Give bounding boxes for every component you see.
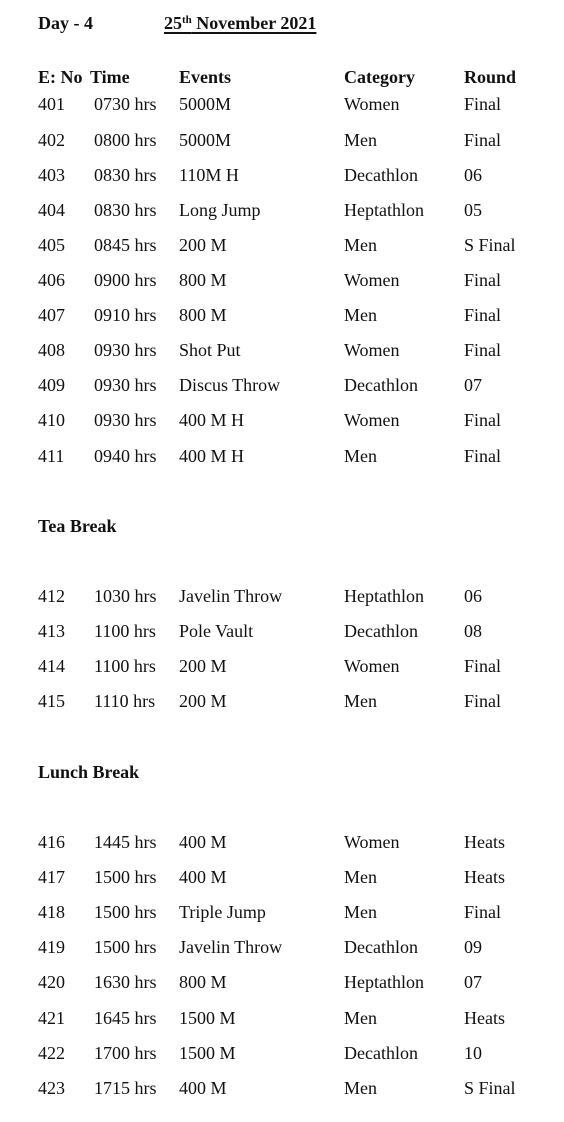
event-category: Men [344, 235, 377, 255]
event-number: 403 [38, 165, 65, 185]
event-number: 420 [38, 972, 65, 992]
date-rest: November 2021 [191, 13, 317, 33]
table-row [0, 1078, 564, 1104]
table-row [0, 1043, 564, 1069]
event-time: 0930 hrs [94, 340, 157, 360]
event-category: Men [344, 446, 377, 466]
event-round: 05 [464, 200, 482, 220]
event-category: Decathlon [344, 165, 418, 185]
event-time: 0930 hrs [94, 410, 157, 430]
event-number: 415 [38, 691, 65, 711]
event-name: Javelin Throw [179, 937, 283, 957]
event-time: 0910 hrs [94, 305, 157, 325]
event-category: Men [344, 867, 377, 887]
event-round: S Final [464, 1078, 516, 1098]
date-suffix: th [182, 14, 192, 26]
event-time: 0800 hrs [94, 130, 157, 150]
table-row [0, 902, 564, 928]
event-round: 10 [464, 1043, 482, 1063]
event-category: Decathlon [344, 375, 418, 395]
table-row [0, 621, 564, 647]
table-row [0, 235, 564, 261]
event-time: 1715 hrs [94, 1078, 157, 1098]
event-name: 5000M [179, 94, 232, 114]
event-number: 414 [38, 656, 65, 676]
event-number: 411 [38, 446, 65, 466]
table-row [0, 340, 564, 366]
event-time: 0940 hrs [94, 446, 157, 466]
table-row [0, 410, 564, 436]
event-category: Decathlon [344, 621, 418, 641]
table-row [0, 130, 564, 156]
event-round: 07 [464, 375, 482, 395]
event-name: 400 M [179, 832, 227, 852]
event-name: 400 M [179, 1078, 227, 1098]
event-name: Long Jump [179, 200, 261, 220]
event-number: 409 [38, 375, 65, 395]
event-number: 416 [38, 832, 65, 852]
event-number: 418 [38, 902, 65, 922]
header-round: Round [464, 67, 517, 87]
event-name: Discus Throw [179, 375, 281, 395]
event-name: 400 M [179, 867, 227, 887]
event-category: Men [344, 902, 377, 922]
event-number: 421 [38, 1008, 65, 1028]
event-round: 06 [464, 586, 482, 606]
event-round: 07 [464, 972, 482, 992]
event-number: 402 [38, 130, 65, 150]
event-time: 0730 hrs [94, 94, 157, 114]
page-title [38, 13, 316, 34]
event-category: Heptathlon [344, 972, 424, 992]
event-round: 09 [464, 937, 482, 957]
event-time: 1500 hrs [94, 937, 157, 957]
event-name: 800 M [179, 305, 227, 325]
table-header [0, 67, 564, 93]
event-round: S Final [464, 235, 516, 255]
table-row [0, 446, 564, 472]
event-round: Final [464, 902, 502, 922]
event-number: 410 [38, 410, 65, 430]
event-name: 200 M [179, 656, 227, 676]
event-number: 408 [38, 340, 65, 360]
table-row [0, 200, 564, 226]
event-category: Women [344, 832, 400, 852]
event-time: 1100 hrs [94, 656, 156, 676]
event-round: 06 [464, 165, 482, 185]
event-name: 200 M [179, 691, 227, 711]
table-row [0, 937, 564, 963]
event-round: Final [464, 130, 502, 150]
table-row [0, 305, 564, 331]
table-row [0, 94, 564, 120]
event-name: 110M H [179, 165, 239, 185]
event-category: Women [344, 410, 400, 430]
event-round: Final [464, 270, 502, 290]
header-category: Category [344, 67, 415, 87]
header-time: Time [90, 67, 130, 87]
event-round: Final [464, 446, 502, 466]
event-category: Men [344, 691, 377, 711]
event-category: Decathlon [344, 937, 418, 957]
event-category: Men [344, 1008, 377, 1028]
event-time: 1100 hrs [94, 621, 156, 641]
event-category: Women [344, 656, 400, 676]
table-row [0, 691, 564, 717]
event-time: 1110 hrs [94, 691, 156, 711]
event-number: 412 [38, 586, 65, 606]
event-number: 406 [38, 270, 65, 290]
event-category: Women [344, 94, 400, 114]
event-category: Heptathlon [344, 200, 424, 220]
event-number: 413 [38, 621, 65, 641]
event-time: 1645 hrs [94, 1008, 157, 1028]
event-number: 401 [38, 94, 65, 114]
event-name: 800 M [179, 972, 227, 992]
table-row [0, 1008, 564, 1034]
event-name: Triple Jump [179, 902, 266, 922]
table-row [0, 867, 564, 893]
event-time: 0830 hrs [94, 200, 157, 220]
event-number: 419 [38, 937, 65, 957]
event-name: Shot Put [179, 340, 241, 360]
event-round: Final [464, 691, 502, 711]
event-round: Final [464, 305, 502, 325]
event-time: 1445 hrs [94, 832, 157, 852]
event-round: Final [464, 94, 502, 114]
event-category: Men [344, 305, 377, 325]
event-name: 400 M H [179, 410, 245, 430]
event-category: Heptathlon [344, 586, 424, 606]
event-name: 800 M [179, 270, 227, 290]
event-time: 1500 hrs [94, 867, 157, 887]
event-round: Final [464, 340, 502, 360]
event-name: Javelin Throw [179, 586, 283, 606]
event-time: 0845 hrs [94, 235, 157, 255]
event-category: Men [344, 1078, 377, 1098]
event-time: 0830 hrs [94, 165, 157, 185]
event-name: 200 M [179, 235, 227, 255]
event-number: 404 [38, 200, 65, 220]
event-time: 1630 hrs [94, 972, 157, 992]
event-number: 407 [38, 305, 65, 325]
event-time: 0900 hrs [94, 270, 157, 290]
event-time: 1030 hrs [94, 586, 157, 606]
table-row [0, 832, 564, 858]
event-name: 5000M [179, 130, 232, 150]
event-name: Pole Vault [179, 621, 254, 641]
event-category: Decathlon [344, 1043, 418, 1063]
event-name: 1500 M [179, 1008, 236, 1028]
table-row [0, 375, 564, 401]
event-category: Women [344, 340, 400, 360]
event-name: 1500 M [179, 1043, 236, 1063]
event-time: 1500 hrs [94, 902, 157, 922]
event-category: Women [344, 270, 400, 290]
table-row [0, 270, 564, 296]
event-round: 08 [464, 621, 482, 641]
event-name: 400 M H [179, 446, 245, 466]
event-round: Heats [464, 867, 505, 887]
lunch-break-label: Lunch Break [38, 762, 140, 782]
table-row [0, 586, 564, 612]
event-round: Final [464, 410, 502, 430]
event-number: 422 [38, 1043, 65, 1063]
event-round: Final [464, 656, 502, 676]
event-round: Heats [464, 832, 505, 852]
event-number: 423 [38, 1078, 65, 1098]
event-round: Heats [464, 1008, 505, 1028]
header-event: Events [179, 67, 232, 87]
event-time: 1700 hrs [94, 1043, 157, 1063]
event-number: 405 [38, 235, 65, 255]
day-label: Day - 4 [38, 13, 93, 33]
tea-break-label: Tea Break [38, 516, 117, 536]
event-number: 417 [38, 867, 65, 887]
date-day: 25 [164, 13, 182, 33]
table-row [0, 165, 564, 191]
event-category: Men [344, 130, 377, 150]
table-row [0, 656, 564, 682]
table-row [0, 972, 564, 998]
event-time: 0930 hrs [94, 375, 157, 395]
header-no: E: No [38, 67, 83, 87]
